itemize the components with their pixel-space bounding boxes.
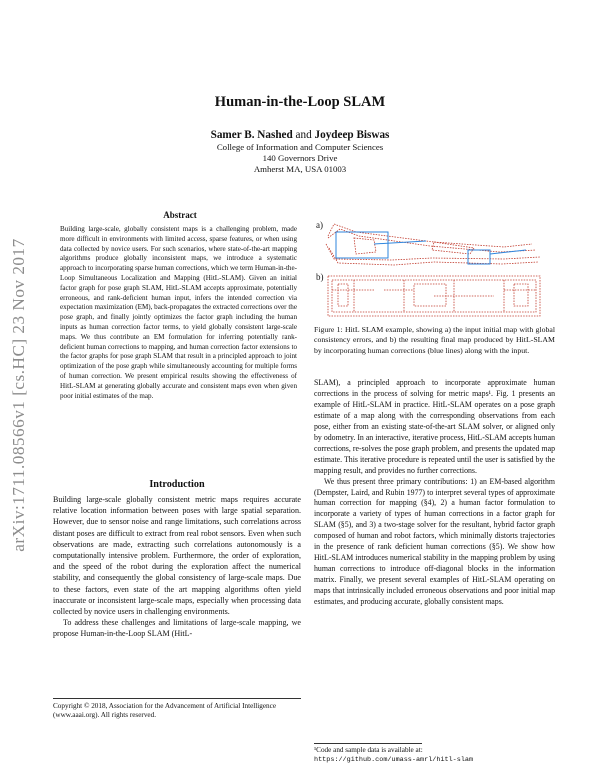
author-2: Joydeep Biswas xyxy=(314,129,390,141)
correction-box xyxy=(336,232,388,258)
paper-title: Human-in-the-Loop SLAM xyxy=(214,94,386,110)
author-line xyxy=(0,129,600,141)
author-and: and xyxy=(295,129,312,141)
figure-1-caption: Figure 1: HitL SLAM example, showing a) the input initial map with global consistency errors, and b) the resulting final map produced by HitL-SLAM by incorporating human corrections (blue lines) along with the input. xyxy=(314,325,555,355)
map-a-trace xyxy=(328,224,532,247)
right-paragraph-1: SLAM), a principled approach to incorporate approximate human corrections in the process of solving for metric maps¹. Fig. 1 presents an example of HitL-SLAM in practice. HitL-SLAM operates on a pose graph estimate of a map along with the corresponding observations from each pose, either from an existing state-of-the-art SLAM solver, or aligned only by odometry. In an interactive, iterative process, HitL-SLAM accepts human corrections, re-solves the pose graph problem, and presents the updated map estimate. This iterative procedure is repeated until the user is satisfied by the mapping result, and provides no further corrections. xyxy=(314,378,555,475)
intro-paragraph-2: To address these challenges and limitations of large-scale mapping, we propose Human-in-the-Loop SLAM (HitL- xyxy=(53,618,301,639)
copyright-notice: Copyright © 2018, Association for the Advancement of Artificial Intelligence (www.aaai.org). All rights reserved. xyxy=(53,702,277,720)
author-1: Samer B. Nashed xyxy=(210,129,293,141)
footnote-url[interactable]: https://github.com/umass-amrl/hitl-slam xyxy=(314,755,474,764)
affiliation xyxy=(0,142,600,176)
footnote-text: ¹Code and sample data is available at: xyxy=(314,746,423,754)
map-a-trace xyxy=(354,238,376,254)
correction-box xyxy=(468,250,490,264)
introduction-heading: Introduction xyxy=(149,479,205,490)
affiliation-line-3: Amherst MA, USA 01003 xyxy=(253,164,347,175)
abstract-body: Building large-scale, globally consistent maps is a challenging problem, made more difficult in environments with limited access, sparse features, or when using data collected by novice users. For such scenarios, where state-of-the-art mapping algorithms produce globally inconsistent maps, we introduce a systematic approach to incorporating sparse human corrections, which we term Human-in-the-Loop Simultaneous Localization and Mapping (HitL-SLAM). Given an initial factor graph for pose graph SLAM, HitL-SLAM accepts approximate, potentially erroneous, and rank-deficient human input, infers the intended correction via expectation maximization (EM), back-propagates the extracted corrections over the pose graph, and finally jointly optimizes the factor graph including the human inputs as human correction factor terms, to yield globally consistent large-scale maps. We thus contribute an EM formulation for inferring potentially rank-deficient human corrections to mapping, and human correction factor extensions to the factor graphs for pose graph SLAM that result in a principled approach to joint optimization of the pose graph while simultaneously accounting for multiple forms of human correction. We present empirical results showing the effectiveness of HitL-SLAM at generating globally accurate and consistent maps even when given poor initial estimates of the map. xyxy=(60,225,297,400)
map-a xyxy=(326,224,540,265)
arxiv-stamp xyxy=(8,205,30,585)
map-b-walls xyxy=(354,280,504,312)
footnote-rule xyxy=(314,743,422,744)
affiliation-line-2: 140 Governors Drive xyxy=(262,153,338,164)
abstract-heading: Abstract xyxy=(163,210,197,220)
right-column-body xyxy=(314,378,555,608)
figure-label-b: b) xyxy=(316,272,324,282)
affiliation-line-1: College of Information and Computer Sciences xyxy=(216,142,384,152)
map-b-rooms xyxy=(338,284,528,306)
footnote xyxy=(314,746,555,765)
correction-line xyxy=(490,250,526,254)
intro-paragraph-1: Building large-scale globally consistent metric maps requires accurate relative location information between poses with large spatial separation. However, due to sensor noise and range limitations, such correlations across distant poses are difficult to extract from real robot sensors. Even when such observations are made, extracting such correlations autonomously is a computationally intensive problem. Furthermore, the order of exploration, and the speed of the robot during the exploration affect the numerical stability, and consequently the global consistency of large-scale maps. Due to these factors, even state of the art mapping algorithms often yield inaccurate or inconsistent large-scale maps, especially when processing data collected by novice users in challenging environments. xyxy=(53,495,301,617)
figure-1 xyxy=(314,214,555,322)
figure-label-a: a) xyxy=(316,220,323,230)
map-b-corridors xyxy=(332,290,536,296)
map-b xyxy=(328,276,540,316)
arxiv-stamp-text: arXiv:1711.08566v1 [cs.HC] 23 Nov 2017 xyxy=(9,238,28,552)
right-paragraph-2: We thus present three primary contributions: 1) an EM-based algorithm (Dempster, Laird, and Rubin 1977) to interpret several types of approximate human correction for mapping (§4), 2) a human factor formulation to incorporate a variety of types of human corrections in a factor graph for SLAM (§5), and 3) a two-stage solver for the resultant, hybrid factor graph composed of human and robot factors, which minimally distorts trajectories in the presence of rank deficient human corrections (§5). We show how HitL-SLAM introduces numerical stability in the mapping problem by using human corrections to introduce off-diagonal blocks in the information matrix. Finally, we present several examples of HitL-SLAM operating on maps that intrinsically included erroneous observations and poor initial map estimates, and producing accurate, globally consistent maps. xyxy=(314,476,555,607)
figure-1-graphic xyxy=(314,214,555,322)
copyright-rule xyxy=(53,698,301,699)
introduction-body xyxy=(53,494,301,640)
